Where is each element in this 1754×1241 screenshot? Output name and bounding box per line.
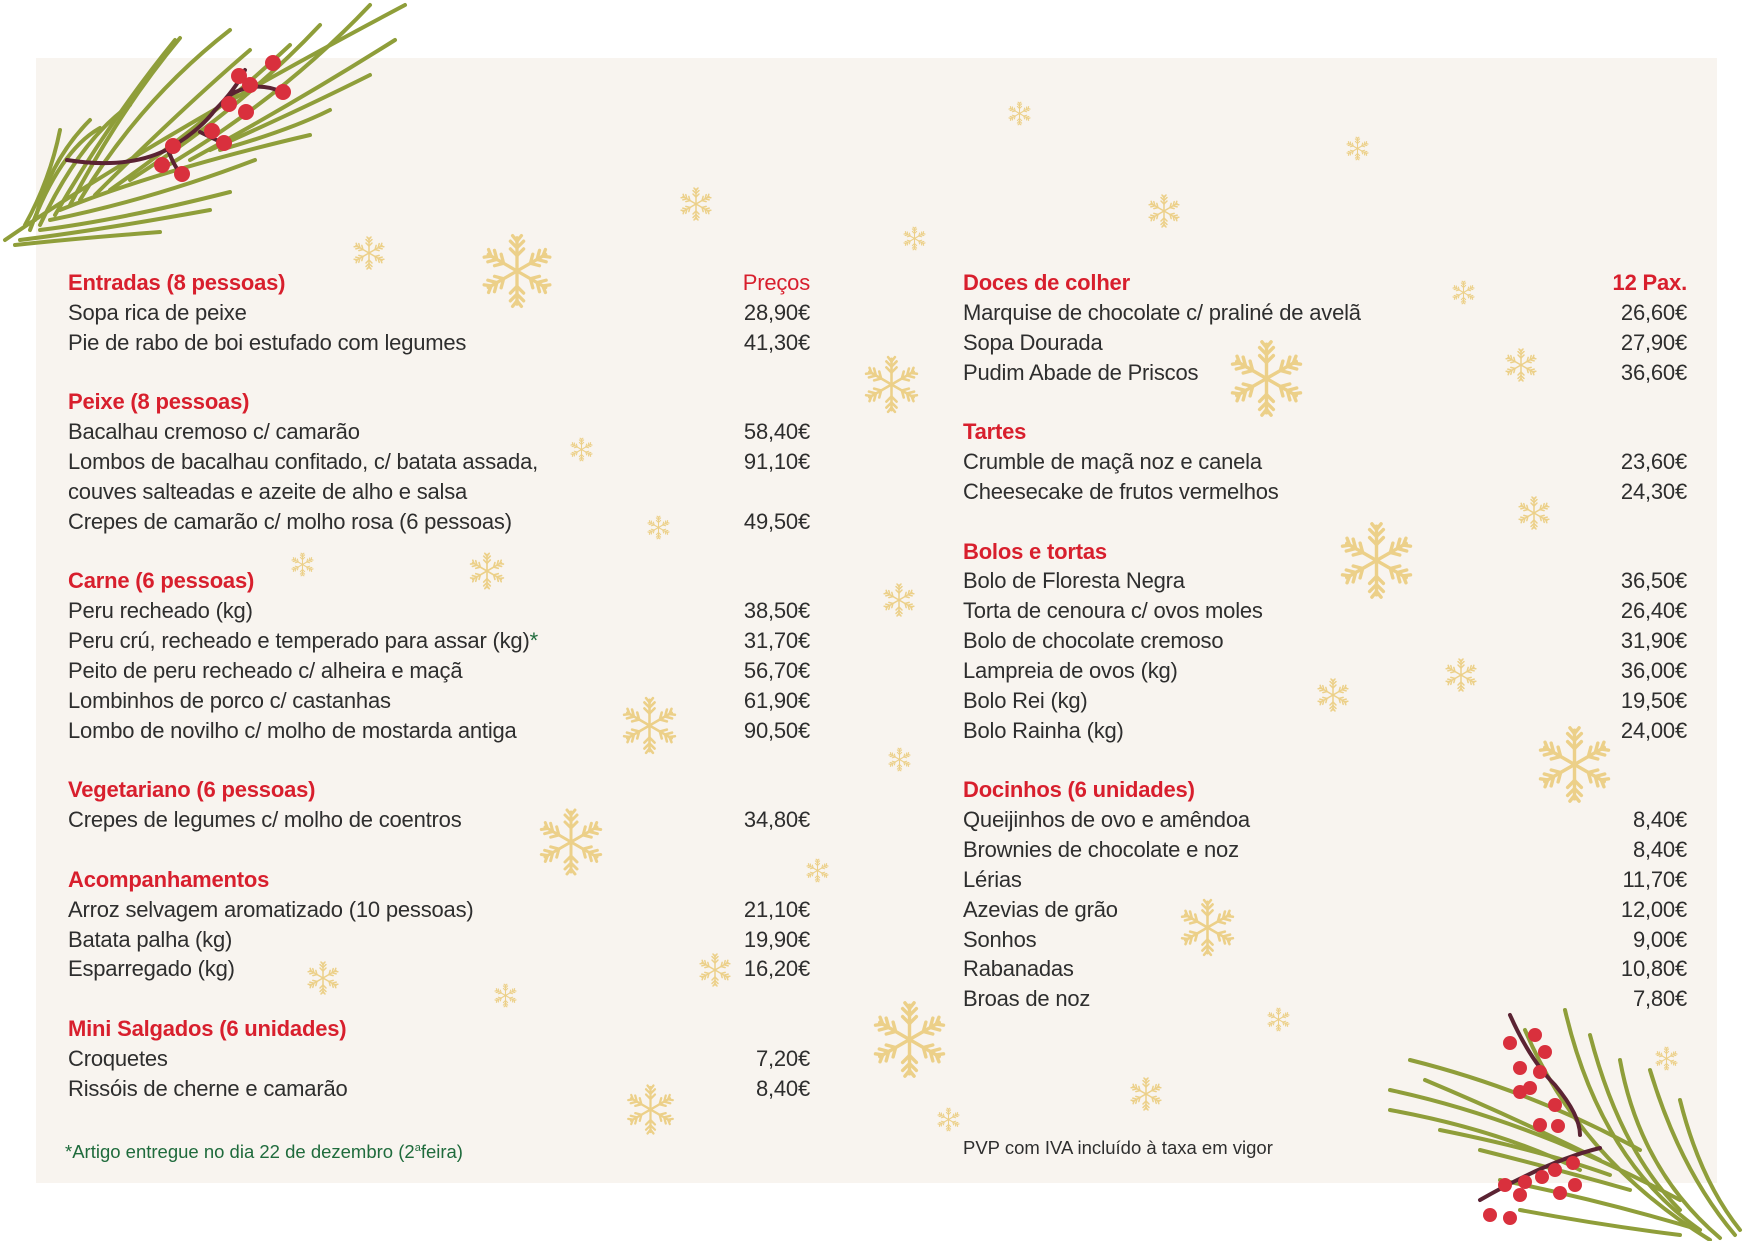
menu-item <box>68 1044 810 1074</box>
item-name: Bolo de Floresta Negra <box>963 568 1185 594</box>
item-name: Sonhos <box>963 926 1037 952</box>
menu-item <box>963 328 1687 358</box>
section-title: Tartes <box>963 419 1027 445</box>
section-title: Carne (6 pessoas) <box>68 568 255 594</box>
item-price: 8,40€ <box>1632 807 1687 833</box>
menu-item <box>68 507 810 537</box>
item-name: Arroz selvagem aromatizado (10 pessoas) <box>68 896 474 922</box>
menu-item <box>963 358 1687 388</box>
menu-item <box>963 298 1687 328</box>
item-price: 27,90€ <box>1620 329 1687 355</box>
footnote-text: *Artigo entregue no dia 22 de dezembro (2 <box>65 1141 415 1162</box>
footnote-superscript: a <box>414 1142 421 1154</box>
section-title: Docinhos (6 unidades) <box>963 777 1195 803</box>
section-header-vegetariano <box>68 775 810 805</box>
section-header-entradas <box>68 268 810 298</box>
item-price: 56,70€ <box>743 657 810 683</box>
item-name: Bolo Rei (kg) <box>963 687 1088 713</box>
snowflake-icon <box>880 581 918 619</box>
section-header-peixe <box>68 387 810 417</box>
section-header-docinhos <box>963 775 1687 805</box>
item-price: 31,70€ <box>743 628 810 654</box>
menu-item <box>963 925 1687 955</box>
item-name: Batata palha (kg) <box>68 926 233 952</box>
item-price: 41,30€ <box>743 329 810 355</box>
menu-item <box>68 298 810 328</box>
menu-item <box>68 925 810 955</box>
snowflake-icon <box>866 996 953 1083</box>
snowflake-icon <box>1653 1045 1680 1072</box>
footnote-marker: * <box>529 628 538 654</box>
section-title: Peixe (8 pessoas) <box>68 389 250 415</box>
item-name: Lombinhos de porco c/ castanhas <box>68 687 391 713</box>
menu-item <box>68 626 810 656</box>
vat-note: PVP com IVA incluído à taxa em vigor <box>963 1137 1273 1158</box>
menu-item <box>963 656 1687 686</box>
price-column-header: 12 Pax. <box>1612 270 1687 295</box>
item-price: 24,00€ <box>1620 717 1687 743</box>
item-name: Crepes de legumes c/ molho de coentros <box>68 807 462 833</box>
item-name: Lombos de bacalhau confitado, c/ batata assada, <box>68 449 539 475</box>
menu-item <box>963 716 1687 746</box>
menu-item <box>963 954 1687 984</box>
item-price: 10,80€ <box>1620 956 1687 982</box>
snowflake-icon <box>935 1106 962 1133</box>
item-name: Lérias <box>963 866 1022 892</box>
item-name: couves salteadas e azeite de alho e salsa <box>68 478 468 504</box>
item-price: 90,50€ <box>743 717 810 743</box>
item-name-text: Peru crú, recheado e temperado para assar (kg) <box>68 628 530 654</box>
snowflake-icon <box>859 352 924 417</box>
menu-item <box>68 895 810 925</box>
section-title: Doces de colher <box>963 270 1130 295</box>
menu-item <box>68 656 810 686</box>
menu-item <box>68 447 810 477</box>
item-name: Croquetes <box>68 1045 168 1071</box>
menu-item-continuation <box>68 477 810 507</box>
item-price: 49,50€ <box>743 508 810 534</box>
item-price: 36,60€ <box>1620 359 1687 385</box>
menu-item <box>963 835 1687 865</box>
delivery-footnote <box>65 1136 463 1164</box>
item-name: Pudim Abade de Priscos <box>963 359 1199 385</box>
snowflake-icon <box>677 185 715 223</box>
item-price: 8,40€ <box>755 1075 810 1101</box>
item-name: Marquise de chocolate c/ praliné de avelã <box>963 299 1361 325</box>
snowflake-icon <box>901 225 928 252</box>
item-name: Sopa rica de peixe <box>68 299 247 325</box>
menu-column-right <box>963 268 1687 1014</box>
item-name: Queijinhos de ovo e amêndoa <box>963 807 1250 833</box>
snowflake-icon <box>1006 100 1033 127</box>
item-price: 24,30€ <box>1620 478 1687 504</box>
menu-item <box>963 596 1687 626</box>
item-name: Esparregado (kg) <box>68 956 235 982</box>
item-price: 19,90€ <box>743 926 810 952</box>
snowflake-icon <box>1344 135 1371 162</box>
item-name: Rissóis de cherne e camarão <box>68 1075 348 1101</box>
footnote-tail: feira) <box>420 1141 463 1162</box>
menu-item <box>963 865 1687 895</box>
snowflake-icon <box>886 746 913 773</box>
menu-item <box>68 596 810 626</box>
item-price: 26,60€ <box>1620 299 1687 325</box>
snowflake-icon <box>1145 192 1183 230</box>
menu-item <box>68 328 810 358</box>
price-column-header: Preços <box>742 270 810 295</box>
item-price: 36,00€ <box>1620 657 1687 683</box>
item-price: 8,40€ <box>1632 837 1687 863</box>
snowflake-icon <box>350 234 388 272</box>
item-price: 21,10€ <box>743 896 810 922</box>
section-header-doces-de-colher <box>963 268 1687 298</box>
item-name: Brownies de chocolate e noz <box>963 837 1239 863</box>
menu-item <box>963 895 1687 925</box>
section-title: Acompanhamentos <box>68 866 270 892</box>
item-price: 38,50€ <box>743 598 810 624</box>
item-name: Broas de noz <box>963 986 1091 1012</box>
item-name: Crepes de camarão c/ molho rosa (6 pessoas) <box>68 508 512 534</box>
item-name: Lombo de novilho c/ molho de mostarda antiga <box>68 717 517 743</box>
item-name: Bolo Rainha (kg) <box>963 717 1124 743</box>
item-name: Pie de rabo de boi estufado com legumes <box>68 329 467 355</box>
item-name: Crumble de maçã noz e canela <box>963 449 1262 475</box>
menu-item <box>963 447 1687 477</box>
section-header-acompanhamentos <box>68 865 810 895</box>
item-price: 7,80€ <box>1632 986 1687 1012</box>
item-price: 91,10€ <box>743 449 810 475</box>
item-name: Peru recheado (kg) <box>68 598 253 624</box>
item-price: 28,90€ <box>743 299 810 325</box>
item-price: 58,40€ <box>743 419 810 445</box>
item-name: Rabanadas <box>963 956 1074 982</box>
menu-item <box>963 686 1687 716</box>
menu-item <box>68 686 810 716</box>
section-header-bolos-e-tortas <box>963 537 1687 567</box>
item-name: Sopa Dourada <box>963 329 1103 355</box>
item-price: 31,90€ <box>1620 628 1687 654</box>
item-name: Torta de cenoura c/ ovos moles <box>963 598 1263 624</box>
section-header-mini-salgados <box>68 1014 810 1044</box>
section-title: Bolos e tortas <box>963 538 1107 564</box>
menu-item <box>963 626 1687 656</box>
item-price: 23,60€ <box>1620 449 1687 475</box>
item-price: 34,80€ <box>743 807 810 833</box>
snowflake-icon <box>1127 1075 1165 1113</box>
item-price: 7,20€ <box>755 1045 810 1071</box>
section-title: Mini Salgados (6 unidades) <box>68 1016 347 1042</box>
menu-item <box>68 417 810 447</box>
section-header-tartes <box>963 417 1687 447</box>
item-price: 19,50€ <box>1620 687 1687 713</box>
section-header-carne <box>68 566 810 596</box>
menu-item <box>963 805 1687 835</box>
item-price: 11,70€ <box>1622 866 1687 892</box>
menu-column-left <box>68 268 810 1104</box>
menu-item <box>68 1074 810 1104</box>
item-price: 9,00€ <box>1632 926 1687 952</box>
item-price: 36,50€ <box>1620 568 1687 594</box>
menu-item <box>963 477 1687 507</box>
item-price: 26,40€ <box>1620 598 1687 624</box>
menu-item <box>963 566 1687 596</box>
menu-item <box>68 954 810 984</box>
item-name: Lampreia de ovos (kg) <box>963 657 1178 683</box>
item-name <box>68 626 538 656</box>
item-name: Cheesecake de frutos vermelhos <box>963 478 1279 504</box>
item-price: 16,20€ <box>743 956 810 982</box>
section-title: Vegetariano (6 pessoas) <box>68 777 316 803</box>
item-price: 12,00€ <box>1620 896 1687 922</box>
item-name: Bacalhau cremoso c/ camarão <box>68 419 360 445</box>
item-name: Bolo de chocolate cremoso <box>963 628 1224 654</box>
menu-item <box>68 805 810 835</box>
menu-item <box>68 716 810 746</box>
menu-item <box>963 984 1687 1014</box>
item-name: Peito de peru recheado c/ alheira e maçã <box>68 657 463 683</box>
item-price: 61,90€ <box>743 687 810 713</box>
section-title: Entradas (8 pessoas) <box>68 270 286 295</box>
item-name: Azevias de grão <box>963 896 1118 922</box>
